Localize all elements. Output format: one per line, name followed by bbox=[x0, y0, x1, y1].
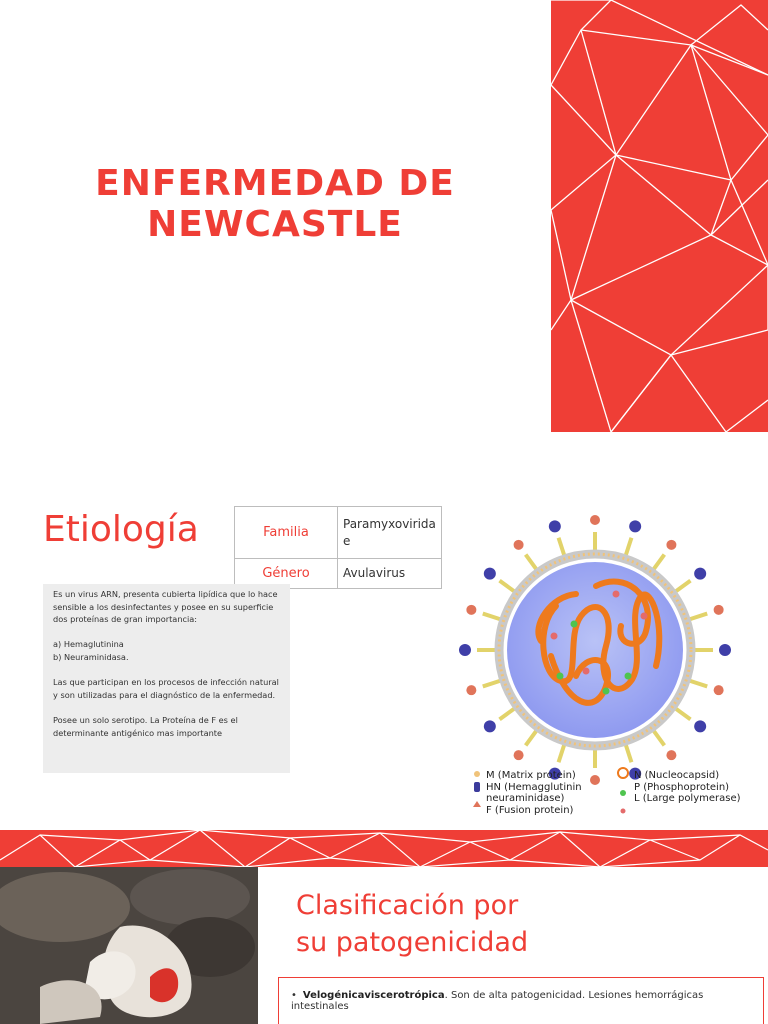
table-row bbox=[235, 507, 442, 559]
legend-item-p: P (Phosphoprotein) bbox=[634, 781, 730, 793]
hn-protein-spike bbox=[484, 720, 496, 732]
main-title bbox=[40, 163, 510, 245]
f-protein-spike bbox=[714, 605, 724, 615]
table-key-genero: Género bbox=[235, 559, 338, 589]
spike-stalk bbox=[483, 614, 500, 620]
spike-stalk bbox=[483, 681, 500, 687]
geometric-pattern-panel bbox=[551, 0, 768, 432]
clasificacion-box bbox=[278, 977, 764, 1024]
fusion-protein-icon bbox=[473, 801, 481, 807]
f-protein-spike bbox=[590, 775, 600, 785]
hemagglutinin-icon bbox=[474, 782, 480, 792]
spike-stalk bbox=[526, 555, 537, 570]
spike-stalk bbox=[626, 745, 632, 762]
spike-stalk bbox=[500, 709, 515, 720]
spike-stalk bbox=[676, 581, 691, 592]
clasificacion-title-line2: su patogenicidad bbox=[296, 927, 529, 958]
main-title-line1: ENFERMEDAD DE bbox=[95, 163, 455, 204]
spike-stalk bbox=[559, 745, 565, 762]
legend-item-m: M (Matrix protein) bbox=[486, 770, 576, 781]
slide-title bbox=[0, 0, 768, 432]
legend-item-l: L (Large polymerase) bbox=[634, 793, 741, 804]
spike-stalk bbox=[690, 614, 707, 620]
spike-stalk bbox=[654, 731, 665, 746]
f-protein-spike bbox=[714, 685, 724, 695]
f-protein-spike bbox=[666, 540, 676, 550]
phosphoprotein-icon bbox=[620, 790, 626, 796]
polymerase-icon bbox=[621, 809, 626, 814]
clasificacion-title bbox=[296, 887, 596, 961]
table-value-genero: Avulavirus bbox=[338, 559, 442, 589]
chicken-photo bbox=[0, 867, 258, 1024]
slide-clasificacion bbox=[0, 867, 768, 1024]
f-protein-spike bbox=[514, 540, 524, 550]
description-box bbox=[43, 584, 290, 773]
f-protein-spike bbox=[466, 685, 476, 695]
bullet-text: . Son de alta patogenicidad. Lesiones hemorrágicas intestinales bbox=[291, 990, 704, 1012]
legend-right bbox=[634, 770, 741, 805]
spike-stalk bbox=[626, 538, 632, 555]
spike-stalk bbox=[500, 581, 515, 592]
hn-protein-spike bbox=[549, 520, 561, 532]
f-protein-spike bbox=[590, 515, 600, 525]
hn-protein-spike bbox=[629, 520, 641, 532]
legend-item-f: F (Fusion protein) bbox=[486, 804, 574, 816]
hn-protein-spike bbox=[484, 568, 496, 580]
description-paragraph: Posee un solo serotipo. La Proteína de F es el determinante antigénico mas importante bbox=[53, 714, 238, 738]
slide-etiologia bbox=[0, 432, 768, 830]
description-paragraph: Las que participan en los procesos de infección natural y son utilizadas para el diagnóstico de la enfermedad. bbox=[53, 677, 279, 700]
clasificacion-title-line1: Clasificación por bbox=[296, 890, 519, 921]
hn-protein-spike bbox=[694, 720, 706, 732]
description-paragraph: Es un virus ARN, presenta cubierta lipídica que lo hace sensible a los desinfectantes y posee en su superficie dos proteínas de gran importancia: bbox=[53, 589, 278, 625]
spike-stalk bbox=[690, 681, 707, 687]
spike-stalk bbox=[526, 731, 537, 746]
legend-item-hn1: HN (Hemagglutinin bbox=[486, 781, 582, 793]
f-protein-spike bbox=[666, 750, 676, 760]
hn-protein-spike bbox=[719, 644, 731, 656]
hn-protein-spike bbox=[459, 644, 471, 656]
etiologia-title: Etiología bbox=[43, 509, 199, 550]
f-protein-spike bbox=[514, 750, 524, 760]
matrix-protein-icon bbox=[474, 771, 480, 777]
taxonomy-table bbox=[234, 506, 442, 589]
f-protein-spike bbox=[466, 605, 476, 615]
bullet-bold-term: Velogénicaviscerotrópica bbox=[302, 990, 445, 1001]
legend-left bbox=[486, 770, 582, 816]
legend-item-n: N (Nucleocapsid) bbox=[634, 770, 720, 781]
main-title-line2: NEWCASTLE bbox=[147, 204, 403, 245]
description-paragraph: a) Hemaglutinina b) Neuraminidasa. bbox=[53, 639, 129, 662]
nucleocapsid-legend-icon bbox=[618, 768, 628, 778]
geometric-pattern-band bbox=[0, 830, 768, 867]
table-value-familia: Paramyxovirida e bbox=[338, 507, 442, 559]
spike-stalk bbox=[559, 538, 565, 555]
table-key-familia: Familia bbox=[235, 507, 338, 559]
legend-item-hn2: neuraminidase) bbox=[486, 793, 565, 804]
spike-stalk bbox=[654, 555, 665, 570]
spike-stalk bbox=[676, 709, 691, 720]
bullet-icon: • bbox=[291, 990, 297, 1001]
hn-protein-spike bbox=[694, 568, 706, 580]
